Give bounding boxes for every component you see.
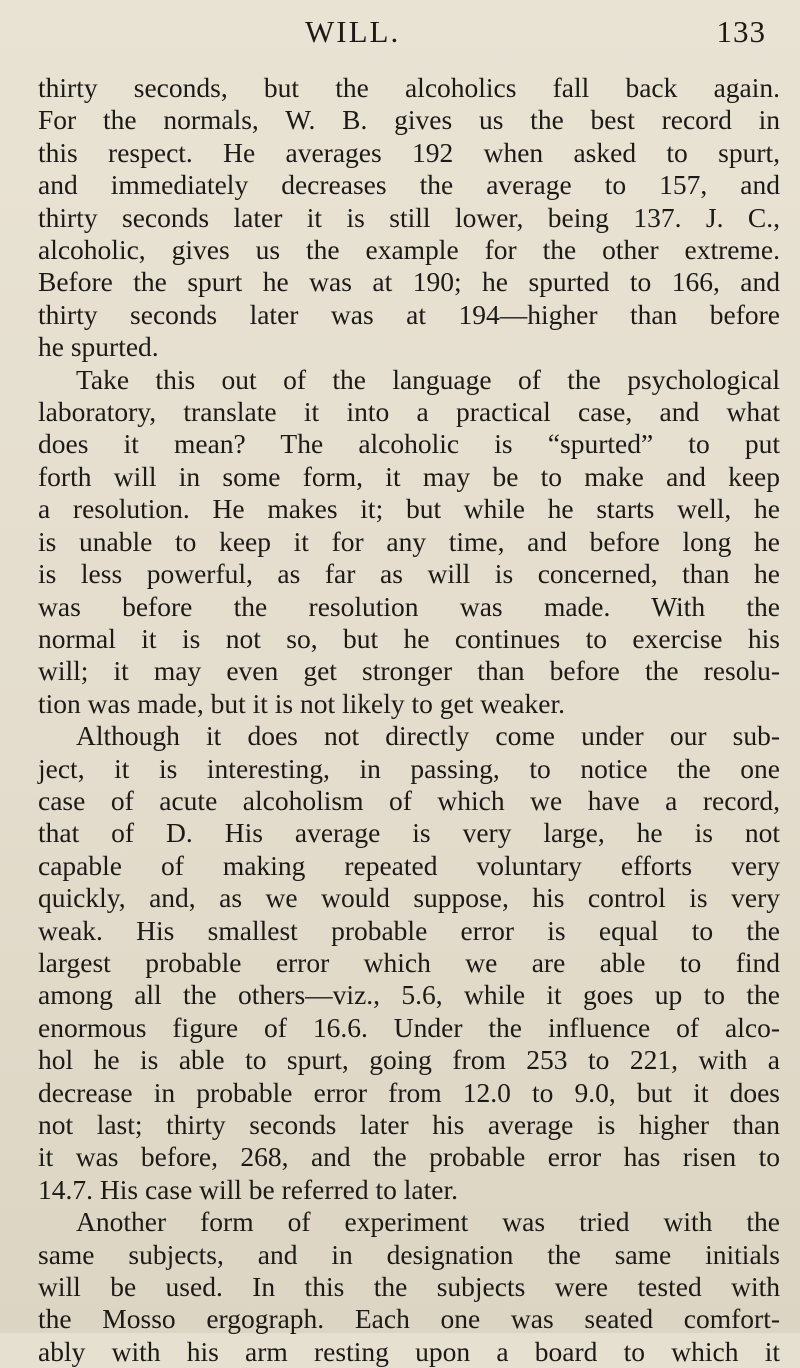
body-text (38, 72, 780, 1368)
text-line: For the normals, W. B. gives us the best record in (38, 104, 780, 136)
text-line: does it mean? The alcoholic is “spurted” to put (38, 428, 780, 460)
text-line: Although it does not directly come under our sub- (76, 720, 780, 752)
text-line: decrease in probable error from 12.0 to 9.0, but it does (38, 1076, 780, 1108)
text-line: 14.7. His case will be referred to later. (38, 1173, 458, 1205)
running-head: WILL. (305, 14, 401, 49)
text-line: largest probable error which we are able to find (38, 946, 780, 978)
text-line: is unable to keep it for any time, and before long he (38, 525, 780, 557)
text-line: weak. His smallest probable error is equal to the (38, 914, 780, 946)
text-line: hol he is able to spurt, going from 253 to 221, with a (38, 1044, 780, 1076)
text-line: tion was made, but it is not likely to get weaker. (38, 687, 565, 719)
page-header (0, 14, 800, 60)
text-line: Before the spurt he was at 190; he spurted to 166, and (38, 266, 780, 298)
text-line: capable of making repeated voluntary efforts very (38, 849, 780, 881)
text-line: the Mosso ergograph. Each one was seated comfort- (38, 1303, 780, 1335)
text-line: alcoholic, gives us the example for the other extreme. (38, 234, 780, 266)
text-line: thirty seconds, but the alcoholics fall back again. (38, 72, 780, 103)
text-line: forth will in some form, it may be to make and keep (38, 460, 780, 492)
text-line: ably with his arm resting upon a board to which it (38, 1335, 780, 1367)
text-line: Take this out of the language of the psychological (76, 363, 780, 395)
text-line: enormous figure of 16.6. Under the influence of alco- (38, 1011, 780, 1043)
text-line: same subjects, and in designation the same initials (38, 1238, 780, 1270)
text-line: normal it is not so, but he continues to exercise his (38, 622, 780, 654)
text-line: thirty seconds later was at 194—higher than before (38, 298, 780, 330)
text-line: was before the resolution was made. With the (38, 590, 780, 622)
text-line: will be used. In this the subjects were tested with (38, 1271, 780, 1303)
text-line: not last; thirty seconds later his average is higher than (38, 1109, 780, 1140)
text-line: case of acute alcoholism of which we have a record, (38, 784, 780, 816)
text-line: will; it may even get stronger than before the resolu- (38, 655, 780, 687)
text-line: among all the others—viz., 5.6, while it goes up to the (38, 979, 780, 1011)
text-line: is less powerful, as far as will is concerned, than he (38, 558, 780, 590)
text-line: quickly, and, as we would suppose, his control is very (38, 882, 780, 914)
text-line: ject, it is interesting, in passing, to notice the one (38, 752, 780, 784)
text-line: this respect. He averages 192 when asked to spurt, (38, 136, 780, 168)
text-line: that of D. His average is very large, he is not (38, 817, 780, 849)
page-number: 133 (716, 14, 766, 49)
text-line: Another form of experiment was tried with the (76, 1206, 780, 1238)
text-line: it was before, 268, and the probable error has risen to (38, 1141, 780, 1173)
text-line: and immediately decreases the average to 157, and (38, 169, 780, 201)
text-line: he spurted. (38, 331, 159, 363)
text-line: a resolution. He makes it; but while he starts well, he (38, 493, 780, 525)
text-line: thirty seconds later it is still lower, being 137. J. C., (38, 201, 780, 233)
text-line: laboratory, translate it into a practical case, and what (38, 396, 780, 428)
